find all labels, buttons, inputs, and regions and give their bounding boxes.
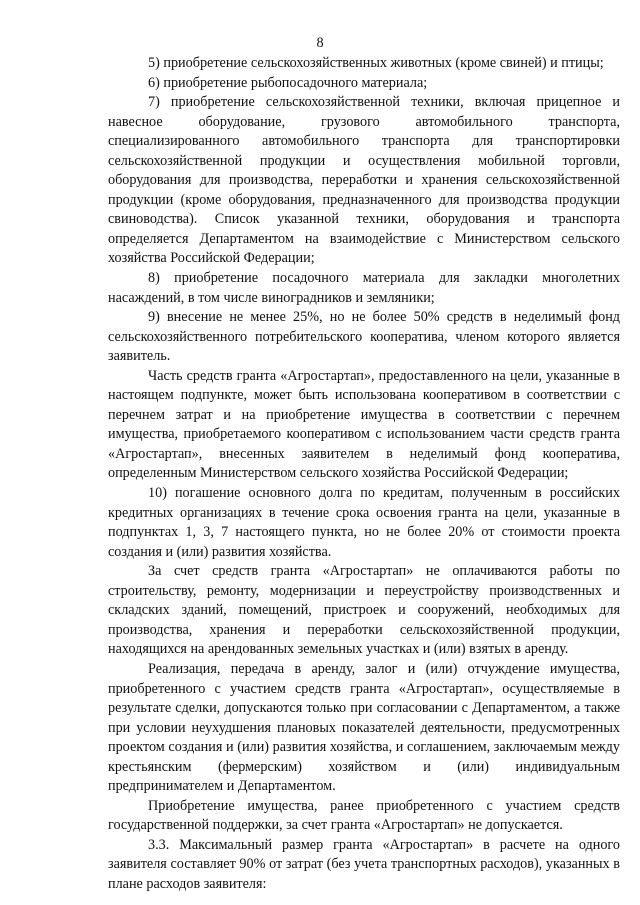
paragraph-property-acquisition: Приобретение имущества, ранее приобретенного с участием средств государственной поддержки, за счет гранта «Агростартап» не допускается. <box>108 797 620 834</box>
paragraph-3-3-max-grant: 3.3. Максимальный размер гранта «Агростартап» в расчете на одного заявителя составляет 90% от затрат (без учета транспортных расходов), указанных в плане расходов заявителя: <box>108 836 620 892</box>
paragraph-not-paid-works: За счет средств гранта «Агростартап» не оплачиваются работы по строительству, ремонту, модернизации и переустройству производственных и складских зданий, помещений, пристроек и сооружений, необходимых для производства, хранения и переработки сельскохозяйственной продукции, находящихся на арендованных земельных участках и (или) взятых в аренду. <box>108 563 620 658</box>
page-number: 8 <box>316 35 324 51</box>
paragraph-item-6: 6) приобретение рыбопосадочного материала; <box>148 74 428 91</box>
paragraph-item-8: 8) приобретение посадочного материала для закладки многолетних насаждений, в том числе виноградников и земляники; <box>108 270 620 306</box>
paragraph-item-9: 9) внесение не менее 25%, но не более 50% средств в неделимый фонд сельскохозяйственного потребительского кооператива, членом которого является заявитель. <box>108 309 620 365</box>
paragraph-item-5: 5) приобретение сельскохозяйственных животных (кроме свиней) и птицы; <box>148 55 604 71</box>
paragraph-property-realization: Реализация, передача в аренду, залог и (или) отчуждение имущества, приобретенного с участием средств гранта «Агростартап», осуществляемые в результате сделки, допускаются только при согласовании с Департаментом, а также при условии неухудшения плановых показателей деятельности, предусмотренных проектом создания и (или) развития хозяйства, и соглашением, заключаемым между крестьянским (фермерским) хозяйством и (или) индивидуальным предпринимателем и Департаментом. <box>108 660 620 795</box>
paragraph-item-7: 7) приобретение сельскохозяйственной техники, включая прицепное и навесное оборудование, грузового автомобильного транспорта, специализированного автомобильного транспорта для транспортировки сельскохозяйственной продукции и осуществления мобильной торговли, оборудования для производства, переработки и хранения сельскохозяйственной продукции (кроме оборудования, предназначенного для производства продукции свиноводства). Список указанной техники, оборудования и транспорта определяется Департаментом на взаимодействие с Министерством сельского хозяйства Российской Федерации; <box>108 94 620 267</box>
document-body <box>108 54 620 895</box>
paragraph-item-10: 10) погашение основного долга по кредитам, полученным в российских кредитных организациях в течение срока освоения гранта на цели, указанные в подпунктах 1, 3, 7 настоящего пункта, но не более 20% от стоимости проекта создания и (или) развития хозяйства. <box>108 485 620 560</box>
paragraph-cooperative-usage: Часть средств гранта «Агростартап», предоставленного на цели, указанные в настоящем подпункте, может быть использована кооперативом в соответствии с перечнем затрат и на приобретение имущества в соответствии с перечнем имущества, приобретаемого кооперативом с использованием части средств гранта «Агростартап», внесенных заявителем в неделимый фонд кооператива, определенным Министерством сельского хозяйства Российской Федерации; <box>108 367 620 482</box>
